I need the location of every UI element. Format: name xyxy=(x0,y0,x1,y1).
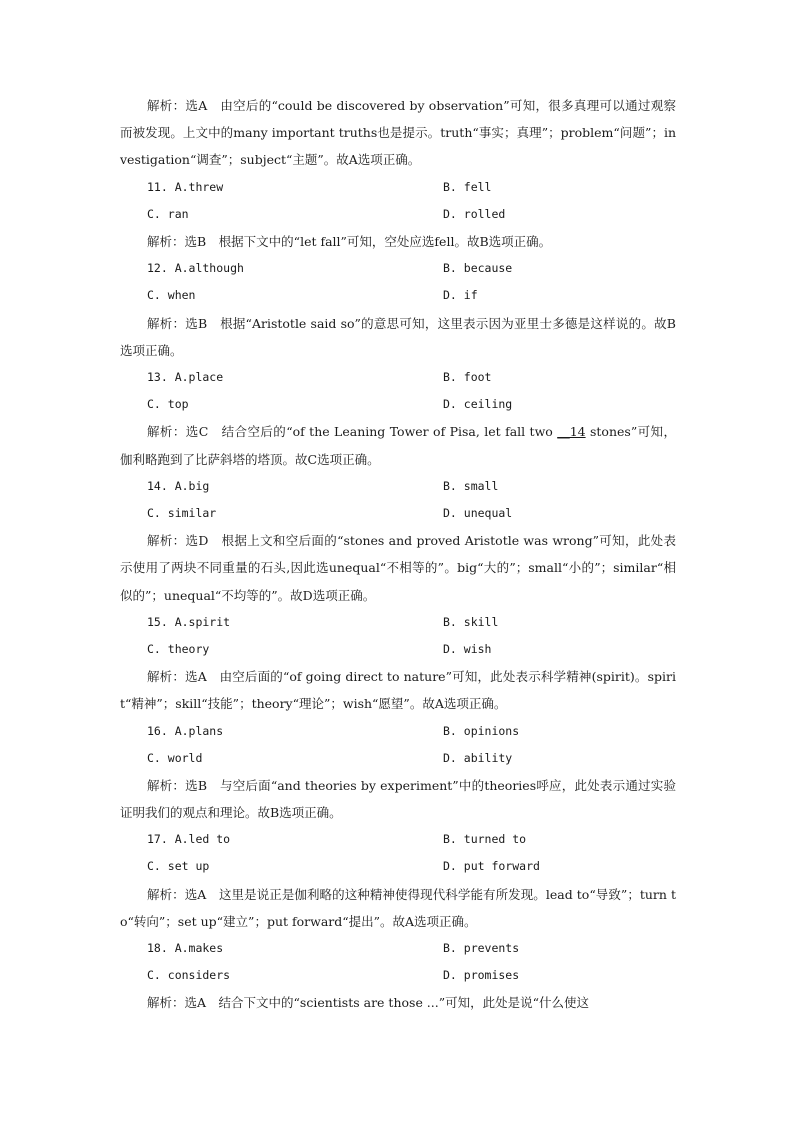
option-15-c: C. theory xyxy=(147,641,210,656)
question-16-row-2 xyxy=(120,745,676,772)
option-18-a: 18. A.makes xyxy=(147,941,224,956)
option-13-a: 13. A.place xyxy=(147,369,224,384)
option-13-b: B. foot xyxy=(443,369,492,384)
option-14-b: B. small xyxy=(443,478,499,493)
answer-explanations xyxy=(120,92,676,1017)
question-14-row-2 xyxy=(120,500,676,527)
option-16-b: B. opinions xyxy=(443,723,520,738)
explanation-18: 解析：选A 结合下文中的“scientists are those ...”可知，此处是说“什么使这 xyxy=(147,995,590,1011)
question-17-row-2 xyxy=(120,853,676,880)
question-16-row-1 xyxy=(120,718,676,745)
question-12-row-2 xyxy=(120,282,676,309)
question-11-row-1 xyxy=(120,174,676,201)
question-12-row-1 xyxy=(120,255,676,282)
option-12-a: 12. A.although xyxy=(147,261,244,276)
option-13-c: C. top xyxy=(147,397,189,412)
explanation-15: 解析：选A 由空后面的“of going direct to nature”可知，此处表示科学精神(spirit)。spirit“精神”；skill“技能”；theory“理论”；wish“愿望”。故A选项正确。 xyxy=(120,669,676,712)
option-17-d: D. put forward xyxy=(443,859,540,874)
question-13-row-2 xyxy=(120,391,676,418)
explanation-12: 解析：选B 根据“Aristotle said so”的意思可知，这里表示因为亚里士多德是这样说的。故B选项正确。 xyxy=(120,315,676,358)
explanation-13-post: stones”可知，伽利略跑到了比萨斜塔的塔顶。故C选项正确。 xyxy=(120,424,676,467)
option-17-b: B. turned to xyxy=(443,832,527,847)
option-12-d: D. if xyxy=(443,288,478,303)
explanation-11: 解析：选B 根据下文中的“let fall”可知，空处应选fell。故B选项正确。 xyxy=(147,233,552,249)
question-13-row-1 xyxy=(120,364,676,391)
blank-14: __14 xyxy=(557,424,586,440)
question-15-row-1 xyxy=(120,609,676,636)
question-15-row-2 xyxy=(120,636,676,663)
option-16-a: 16. A.plans xyxy=(147,723,224,738)
option-18-b: B. prevents xyxy=(443,941,520,956)
option-11-a: 11. A.threw xyxy=(147,179,224,194)
option-12-c: C. when xyxy=(147,288,196,303)
option-18-d: D. promises xyxy=(443,968,520,983)
option-11-b: B. fell xyxy=(443,179,492,194)
option-15-d: D. wish xyxy=(443,641,492,656)
question-18-row-1 xyxy=(120,935,676,962)
option-13-d: D. ceiling xyxy=(443,397,513,412)
option-16-c: C. world xyxy=(147,750,203,765)
option-15-b: B. skill xyxy=(443,614,499,629)
question-18-row-2 xyxy=(120,962,676,989)
option-12-b: B. because xyxy=(443,261,513,276)
option-18-c: C. considers xyxy=(147,968,231,983)
explanation-10: 解析：选A 由空后的“could be discovered by observation”可知，很多真理可以通过观察而被发现。上文中的many important truths也是提示。truth“事实；真理”；problem“问题”；investigation“调查”；subject“主题”。故A选项正确。 xyxy=(120,98,676,168)
option-14-c: C. similar xyxy=(147,505,217,520)
explanation-17: 解析：选A 这里是说正是伽利略的这种精神使得现代科学能有所发现。lead to“导致”；turn to“转向”；set up“建立”；put forward“提出”。故A选项正确。 xyxy=(120,886,676,929)
question-11-row-2 xyxy=(120,201,676,228)
explanation-16: 解析：选B 与空后面“and theories by experiment”中的theories呼应，此处表示通过实验证明我们的观点和理论。故B选项正确。 xyxy=(120,777,676,821)
option-17-c: C. set up xyxy=(147,859,210,874)
option-11-d: D. rolled xyxy=(443,206,506,221)
question-17-row-1 xyxy=(120,826,676,853)
option-15-a: 15. A.spirit xyxy=(147,614,231,629)
option-17-a: 17. A.led to xyxy=(147,832,231,847)
question-14-row-1 xyxy=(120,473,676,500)
option-16-d: D. ability xyxy=(443,750,513,765)
explanation-13-pre: 解析：选C 结合空后的“of the Leaning Tower of Pisa, let fall two xyxy=(147,424,558,440)
option-14-d: D. unequal xyxy=(443,505,513,520)
explanation-14: 解析：选D 根据上文和空后面的“stones and proved Aristotle was wrong”可知，此处表示使用了两块不同重量的石头,因此选unequal“不相等的”。big“大的”；small“小的”；similar“相似的”；unequal“不均等的”。故D选项正确。 xyxy=(120,533,676,603)
explanation-13 xyxy=(120,418,676,472)
option-14-a: 14. A.big xyxy=(147,478,210,493)
option-11-c: C. ran xyxy=(147,206,189,221)
